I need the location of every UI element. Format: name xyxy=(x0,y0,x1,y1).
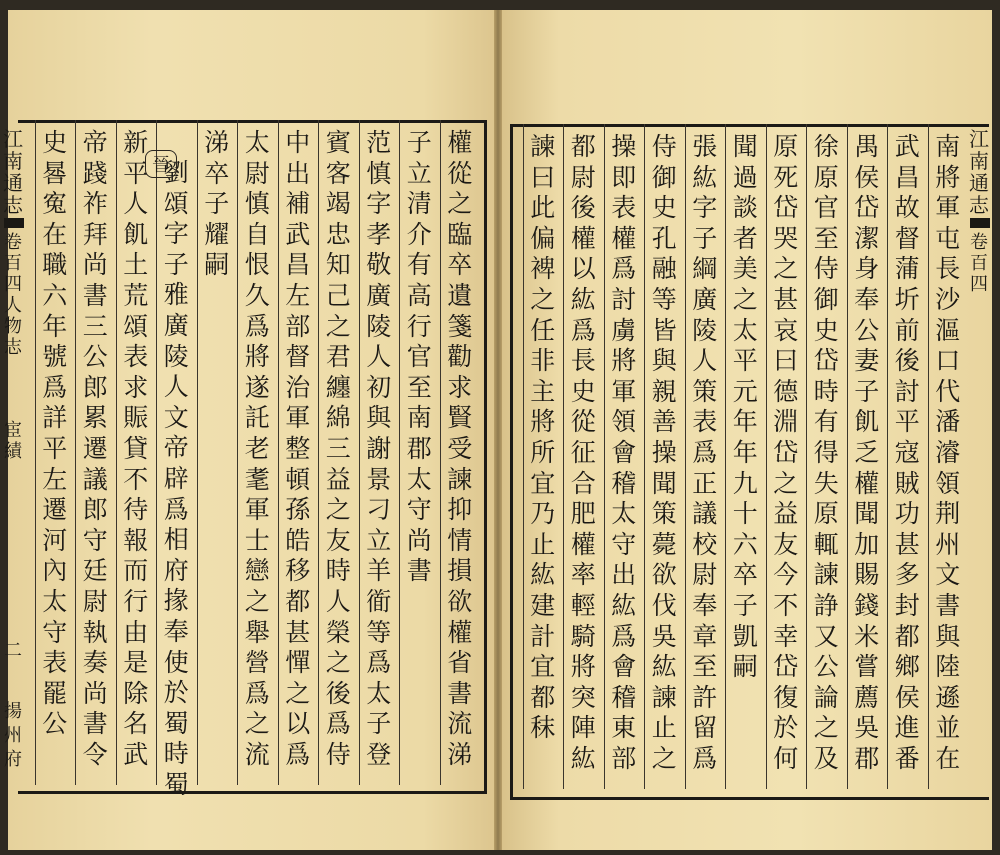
column-rule xyxy=(440,120,441,785)
right-margin-fishtail xyxy=(970,218,990,228)
column-rule xyxy=(685,124,686,789)
text-column: 涕 卒 子 耀 嗣 xyxy=(204,128,230,280)
column-rule xyxy=(725,124,726,789)
column-rule xyxy=(237,120,238,785)
text-column: 劉 頌 字 子 雅 廣 陵 人 文 帝 辟 爲 相 府 掾 奉 使 於 蜀 時 蜀 xyxy=(163,158,189,799)
column-rule xyxy=(563,124,564,789)
column-rule xyxy=(523,124,524,789)
column-rule xyxy=(887,124,888,789)
column-rule xyxy=(766,124,767,789)
column-rule xyxy=(928,124,929,789)
jin-dynasty-marker: 晉 xyxy=(145,150,177,178)
left-margin-volume: 卷 百 四 人 物 志 xyxy=(4,232,22,358)
text-column: 南 將 軍 屯 長 沙 漚 口 代 潘 濬 領 荆 州 文 書 與 陸 遜 並 在 xyxy=(935,132,961,773)
column-rule xyxy=(359,120,360,785)
text-column: 張 紘 字 子 綱 廣 陵 人 策 表 爲 正 議 校 尉 奉 章 至 許 留 爲 xyxy=(692,132,718,773)
text-column: 徐 原 官 至 侍 御 史 岱 時 有 得 失 原 輒 諫 諍 又 公 論 之 及 xyxy=(813,132,839,773)
text-column: 新 平 人 飢 土 荒 頌 表 求 賑 貸 不 待 報 而 行 由 是 除 名 武 xyxy=(123,128,149,769)
text-column: 權 從 之 臨 卒 遺 箋 勸 求 賢 受 諫 抑 情 損 欲 權 省 書 流 涕 xyxy=(447,128,473,769)
column-rule xyxy=(604,124,605,789)
column-rule xyxy=(399,120,400,785)
left-margin-title: 江 南 通 志 xyxy=(3,127,23,217)
text-column: 原 死 岱 哭 之 甚 哀 曰 德 淵 岱 之 益 友 今 不 幸 岱 復 於 何 xyxy=(773,132,799,773)
right-margin-volume: 卷 百 四 xyxy=(970,232,988,295)
column-rule xyxy=(847,124,848,789)
book-gutter xyxy=(494,10,502,850)
left-margin-page: 二 xyxy=(4,640,22,661)
text-column: 帝 踐 祚 拜 尚 書 三 公 郎 累 遷 議 郎 守 廷 尉 執 奏 尚 書 令 xyxy=(82,128,108,769)
left-margin-place: 揚 州 府 xyxy=(4,701,22,770)
text-column: 禺 侯 岱 潔 身 奉 公 妻 子 飢 乏 權 聞 加 賜 錢 米 嘗 薦 吳 郡 xyxy=(854,132,880,773)
text-column: 諫 曰 此 偏 裨 之 任 非 主 將 所 宜 乃 止 紘 建 計 宜 都 秣 xyxy=(530,132,556,743)
column-rule xyxy=(278,120,279,785)
text-column: 武 昌 故 督 蒲 圻 前 後 討 平 寇 賊 功 甚 多 封 都 鄉 侯 進 番 xyxy=(894,132,920,773)
column-rule xyxy=(318,120,319,785)
text-column: 中 出 補 武 昌 左 部 督 治 軍 整 頓 孫 皓 移 都 甚 憚 之 以 爲 xyxy=(285,128,311,769)
text-column: 范 慎 字 孝 敬 廣 陵 人 初 與 謝 景 刁 立 羊 衜 等 爲 太 子 登 xyxy=(366,128,392,769)
text-column: 侍 御 史 孔 融 等 皆 與 親 善 操 聞 策 薨 欲 伐 吳 紘 諫 止 之 xyxy=(651,132,677,773)
text-column: 太 尉 慎 自 恨 久 爲 將 遂 託 老 耄 軍 士 戀 之 舉 營 爲 之 流 xyxy=(244,128,270,769)
left-margin-section: 宦 績 xyxy=(4,420,22,462)
text-column: 聞 過 談 者 美 之 太 平 元 年 年 九 十 六 卒 子 凱 嗣 xyxy=(732,132,758,682)
text-column: 子 立 清 介 有 高 行 官 至 南 郡 太 守 尚 書 xyxy=(406,128,432,586)
text-column: 史 晷 寃 在 職 六 年 號 爲 詳 平 左 遷 河 內 太 守 表 罷 公 xyxy=(42,128,68,739)
column-rule xyxy=(197,120,198,785)
column-rule xyxy=(75,120,76,785)
text-column: 賓 客 竭 忠 知 己 之 君 纏 綿 三 益 之 友 時 人 榮 之 後 爲 侍 xyxy=(325,128,351,769)
text-column: 操 即 表 權 爲 討 虜 將 軍 領 會 稽 太 守 出 紘 爲 會 稽 東 部 xyxy=(611,132,637,773)
column-rule xyxy=(116,120,117,785)
column-rule xyxy=(156,120,157,785)
text-column: 都 尉 後 權 以 紘 爲 長 史 從 征 合 肥 權 率 輕 騎 將 突 陣 紘 xyxy=(570,132,596,773)
left-margin-fishtail xyxy=(4,218,24,228)
column-rule xyxy=(35,120,36,785)
column-rule xyxy=(644,124,645,789)
right-margin-title: 江 南 通 志 xyxy=(969,127,989,217)
column-rule xyxy=(806,124,807,789)
